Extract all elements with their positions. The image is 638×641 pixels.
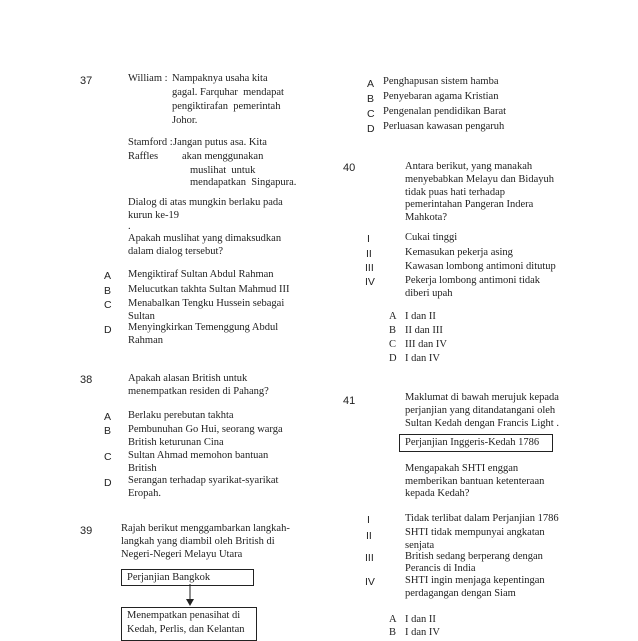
option-text: Penyebaran agama Kristian	[383, 91, 499, 102]
intro-line: perjanjian yang ditandatangani oleh	[405, 405, 556, 416]
option-text: I dan II	[405, 311, 436, 322]
statement-text: perdagangan dengan Siam	[405, 588, 516, 599]
statement-text: SHTI ingin menjaga kepentingan	[405, 575, 545, 586]
question-line: langkah yang diambil oleh British di	[121, 536, 275, 547]
question-number: 40	[343, 162, 356, 174]
question-line: Mengapakah SHTI enggan	[405, 463, 519, 474]
option-text: Sultan	[128, 311, 155, 322]
question-line: memberikan bantuan ketenteraan	[405, 476, 545, 487]
option-text: III dan IV	[405, 339, 447, 350]
option-text: British	[128, 463, 157, 474]
dialog-line: pengiktirafan pemerintah	[172, 101, 281, 112]
context-line: Dialog di atas mungkin berlaku pada	[128, 197, 283, 208]
option-text: Pembunuhan Go Hui, seorang warga	[128, 424, 283, 435]
statement-text: Kemasukan pekerja asing	[405, 247, 513, 258]
dialog-speaker-william: William :	[128, 73, 168, 84]
statement-text: Kawasan lombong antimoni ditutup	[405, 261, 556, 272]
statement-text: British sedang berperang dengan	[405, 551, 543, 562]
question-number: 41	[343, 395, 356, 407]
option-letter: C	[389, 339, 397, 350]
diagram-box-advisor	[121, 607, 257, 641]
question-number: 38	[80, 374, 93, 386]
statement-text: Cukai tinggi	[405, 232, 458, 243]
option-text: I dan II	[405, 614, 436, 625]
option-text: Perluasan kawasan pengaruh	[383, 121, 505, 132]
option-letter: B	[104, 425, 112, 437]
intro-line: Maklumat di bawah merujuk kepada	[405, 392, 559, 403]
option-letter: D	[389, 353, 397, 364]
option-letter: A	[367, 78, 375, 90]
question-number: 37	[80, 75, 93, 87]
option-text: Mengiktiraf Sultan Abdul Rahman	[128, 269, 274, 280]
statement-text: Perancis di India	[405, 563, 476, 574]
question-line: Rajah berikut menggambarkan langkah-	[121, 523, 290, 534]
option-letter: A	[389, 311, 397, 322]
dialog-line: Nampaknya usaha kita	[172, 73, 268, 84]
statement-numeral: III	[365, 552, 374, 564]
context-line: kurun ke-19	[128, 210, 180, 221]
statement-numeral: I	[367, 233, 370, 245]
option-letter: C	[367, 108, 375, 120]
dialog-line: akan menggunakan	[182, 151, 264, 162]
question-line: Mahkota?	[405, 212, 447, 223]
dialog-speaker-stamford: Stamford :	[128, 137, 173, 148]
option-letter: B	[367, 93, 375, 105]
option-text: Menyingkirkan Temenggung Abdul	[128, 322, 279, 333]
statement-numeral: IV	[365, 576, 375, 588]
question-line: tidak puas hati terhadap	[405, 187, 506, 198]
option-text: II dan III	[405, 325, 443, 336]
diagram-box-label: Kedah, Perlis, dan Kelantan	[127, 623, 245, 635]
statement-numeral: IV	[365, 276, 375, 288]
option-text: I dan IV	[405, 353, 440, 364]
option-text: Eropah.	[128, 488, 161, 499]
option-letter: B	[104, 285, 112, 297]
statement-numeral: I	[367, 514, 370, 526]
option-text: Penghapusan sistem hamba	[383, 76, 499, 87]
option-text: Melucutkan takhta Sultan Mahmud III	[128, 284, 290, 295]
option-letter: A	[389, 614, 397, 625]
statement-numeral: II	[366, 248, 372, 260]
option-text: Menabalkan Tengku Hussein sebagai	[128, 298, 285, 309]
question-line: pemerintahan Pangeran Indera	[405, 199, 534, 210]
question-line: dalam dialog tersebut?	[128, 246, 224, 257]
treaty-box-label: Perjanjian Inggeris-Kedah 1786	[405, 437, 540, 448]
question-line: Apakah muslihat yang dimaksudkan	[128, 233, 282, 244]
option-letter: A	[104, 270, 112, 282]
option-text: Pengenalan pendidikan Barat	[383, 106, 507, 117]
dialog-line: mendapatkan Singapura.	[190, 177, 297, 188]
option-letter: C	[104, 451, 112, 463]
option-text: Serangan terhadap syarikat-syarikat	[128, 475, 279, 486]
option-letter: A	[104, 411, 112, 423]
dialog-line: Johor.	[172, 115, 198, 126]
option-letter: D	[104, 477, 112, 489]
option-text: Rahman	[128, 335, 163, 346]
question-line: Apakah alasan British untuk	[128, 373, 248, 384]
dialog-line: Jangan putus asa. Kita	[173, 137, 267, 148]
statement-numeral: II	[366, 530, 372, 542]
question-line: menyebabkan Melayu dan Bidayuh	[405, 174, 554, 185]
dialog-speaker-raffles: Raffles	[128, 151, 159, 162]
option-text: I dan IV	[405, 627, 440, 638]
statement-numeral: III	[365, 262, 374, 274]
diagram-box-label: Perjanjian Bangkok	[127, 572, 211, 583]
option-text: British keturunan Cina	[128, 437, 224, 448]
option-text: Sultan Ahmad memohon bantuan	[128, 450, 269, 461]
question-line: menempatkan residen di Pahang?	[128, 386, 269, 397]
question-number: 39	[80, 525, 93, 537]
statement-text: Pekerja lombong antimoni tidak	[405, 275, 541, 286]
treaty-box	[399, 434, 553, 452]
context-line: .	[128, 221, 131, 232]
intro-line: Sultan Kedah dengan Francis Light .	[405, 418, 559, 429]
option-letter: D	[104, 324, 112, 336]
diagram-arrow	[184, 584, 196, 607]
dialog-line: gagal. Farquhar mendapat	[172, 87, 284, 98]
question-line: kepada Kedah?	[405, 488, 470, 499]
statement-text: diberi upah	[405, 288, 453, 299]
question-line: Antara berikut, yang manakah	[405, 161, 533, 172]
option-letter: D	[367, 123, 375, 135]
option-letter: B	[389, 325, 397, 336]
dialog-line: muslihat untuk	[190, 165, 256, 176]
statement-text: Tidak terlibat dalam Perjanjian 1786	[405, 513, 559, 524]
question-line: Negeri-Negeri Melayu Utara	[121, 549, 243, 560]
option-letter: C	[104, 299, 112, 311]
option-letter: B	[389, 627, 397, 638]
option-text: Berlaku perebutan takhta	[128, 410, 234, 421]
statement-text: senjata	[405, 540, 435, 551]
diagram-box-label: Menempatkan penasihat di	[127, 610, 241, 621]
statement-text: SHTI tidak mempunyai angkatan	[405, 527, 545, 538]
